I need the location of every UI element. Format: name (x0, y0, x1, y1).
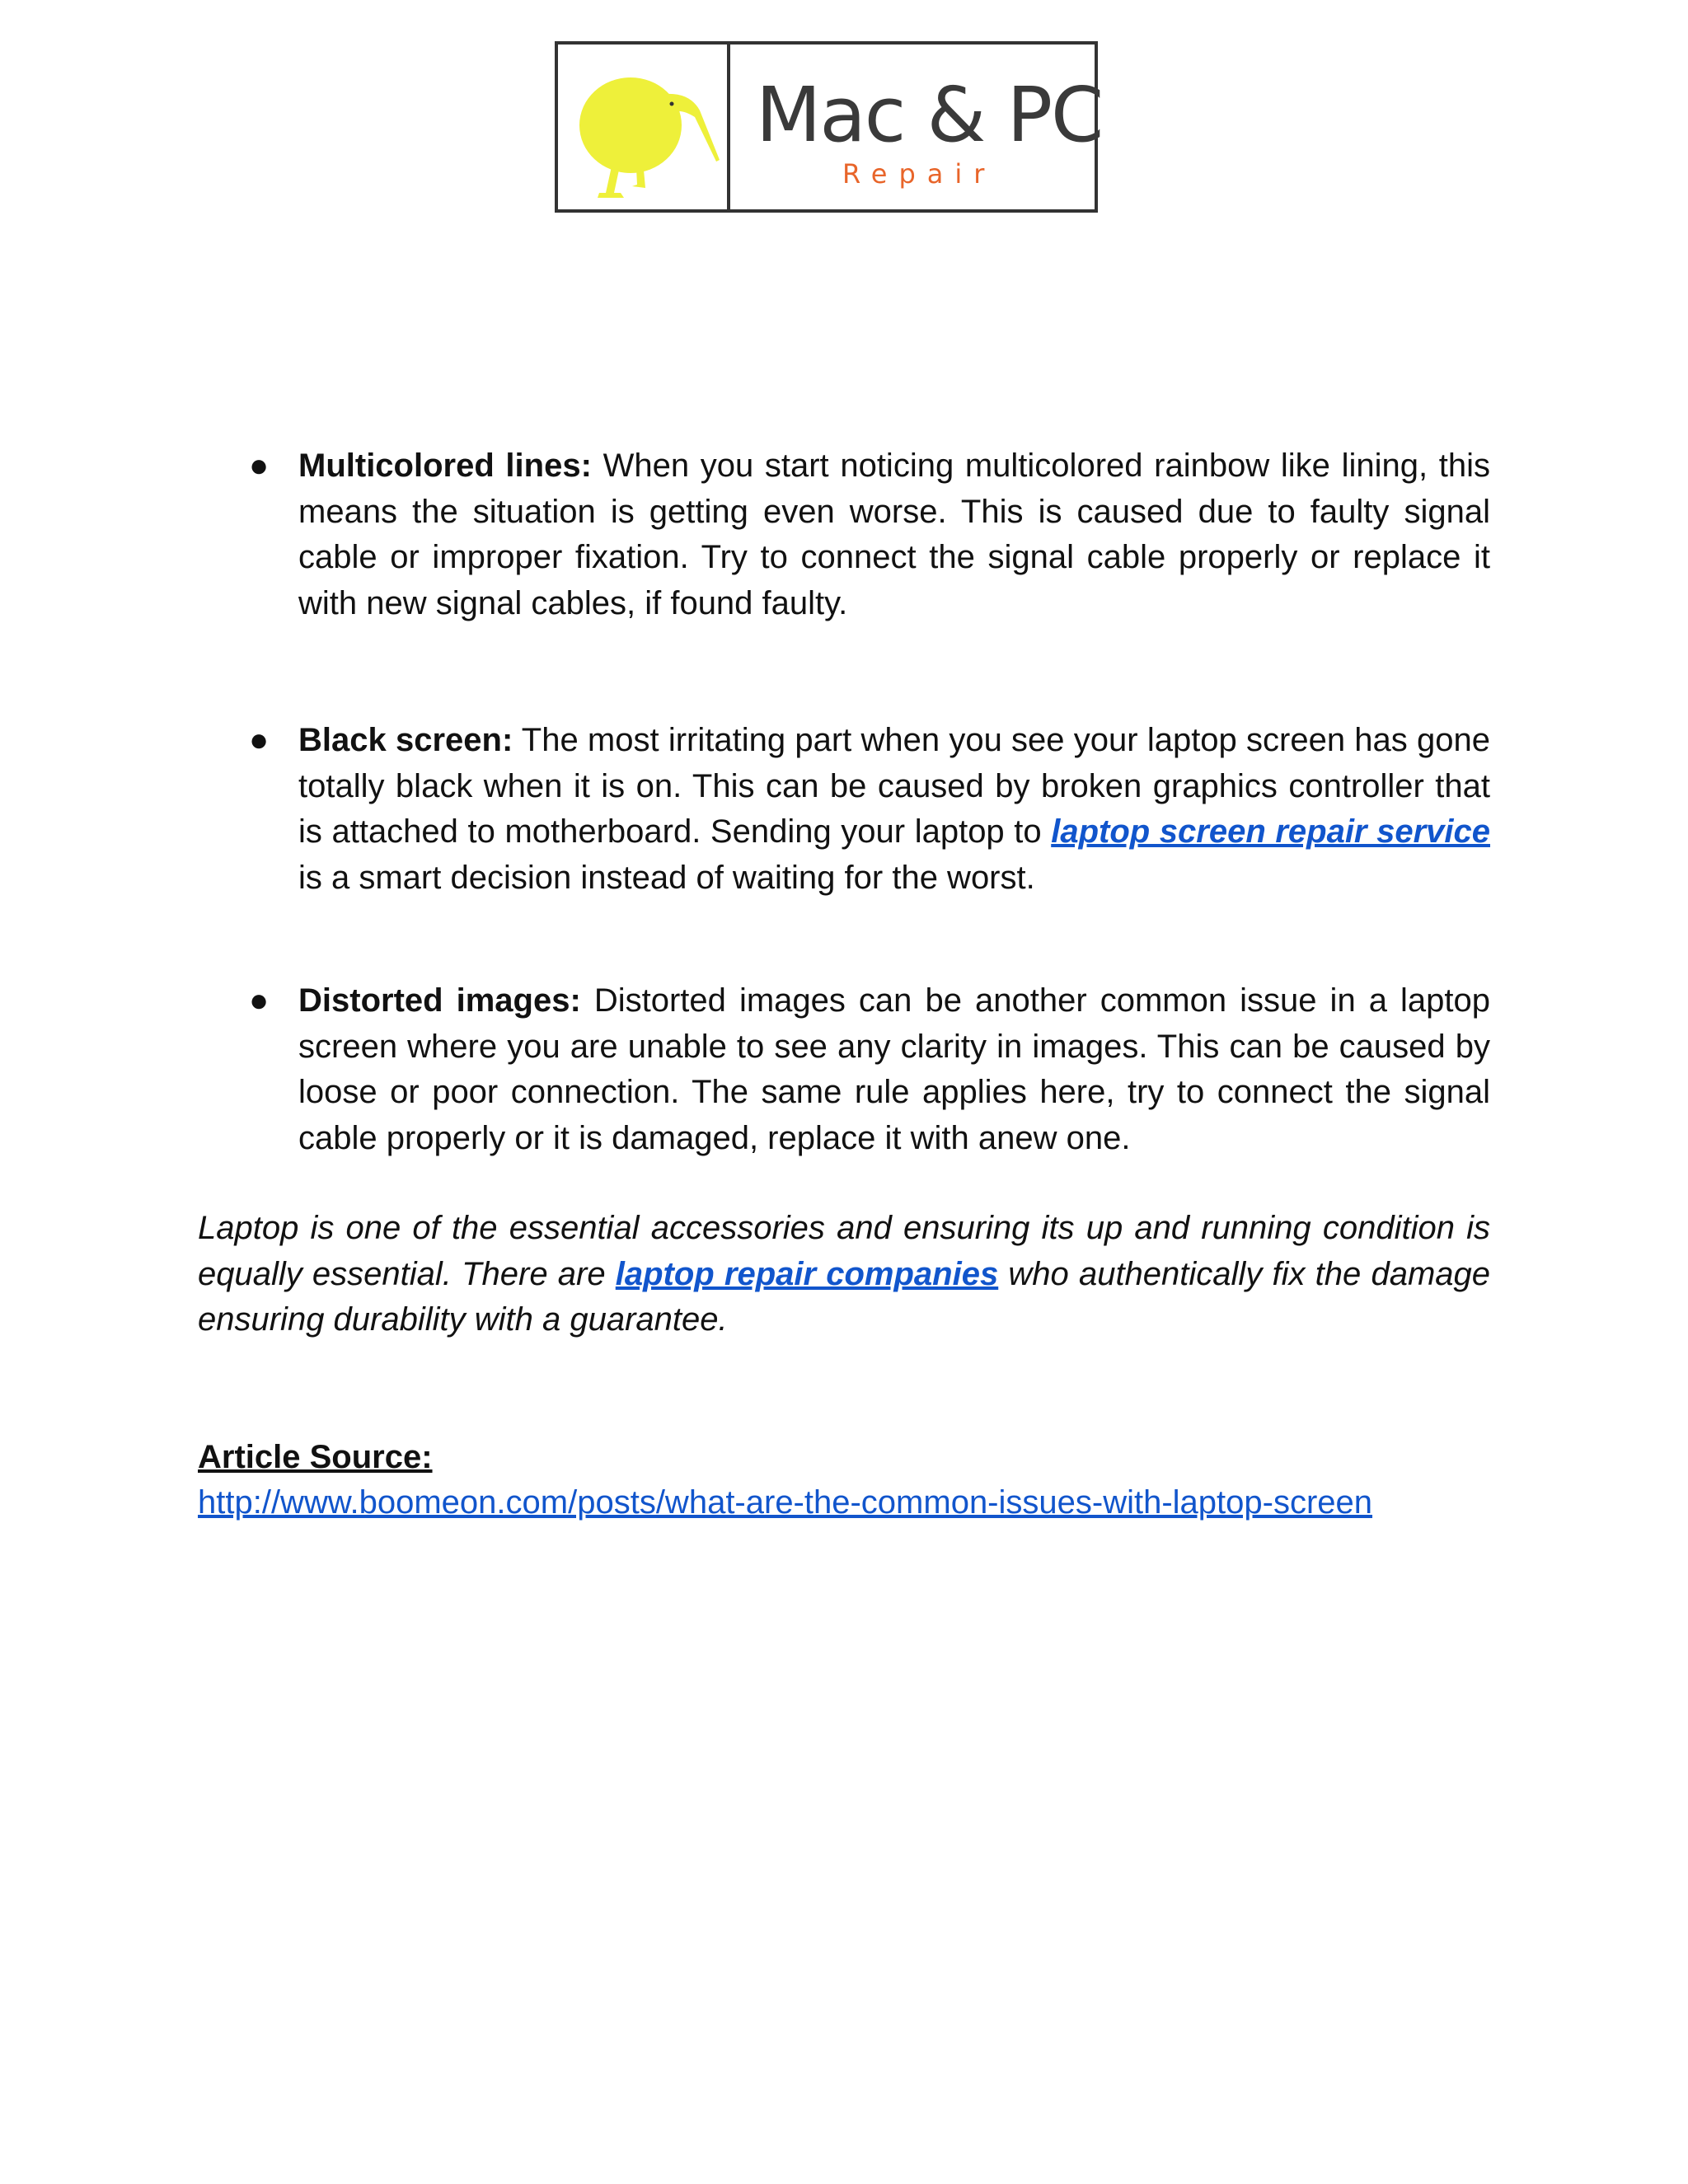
bullet-black-screen (198, 718, 1490, 901)
closing-text: Laptop is one of the essential accessories and ensuring its up and running condition is equally essential. There are (198, 1210, 1490, 1292)
closing-text-after: who authentically fix the damage ensuring durability with a guarantee. (198, 1255, 1490, 1338)
bullet-distorted-images (198, 978, 1490, 1161)
bullet-multicolored-lines (198, 443, 1490, 626)
bullet-term: Black screen: (298, 722, 513, 758)
logo-subtitle: Repair (842, 158, 996, 190)
bullet-text-after: is a smart decision instead of waiting for the worst. (298, 859, 1035, 896)
bullet-text: The most irritating part when you see your laptop screen has gone totally black when it is on. This can be caused by broken graphics controller that is attached to motherboard. Sending your laptop to (298, 722, 1491, 850)
closing-paragraph (198, 1206, 1490, 1343)
article-source-url-line (198, 1480, 1490, 1526)
bullet-text: When you start noticing multicolored rainbow like lining, this means the situation is getting even worse. This is caused due to faulty signal cable or improper fixation. Try to connect the signal cable properly or replace it with new signal cables, if found faulty. (298, 448, 1490, 621)
mac-pc-repair-logo (555, 41, 1103, 213)
laptop-screen-repair-link[interactable]: laptop screen repair service (1051, 813, 1490, 850)
bullet-text: Distorted images can be another common issue in a laptop screen where you are unable to see any clarity in images. This can be caused by loose or poor connection. The same rule applies here, try to connect the signal cable properly or it is damaged, replace it with anew one. (298, 982, 1491, 1156)
bullet-icon: ● (249, 982, 270, 1019)
bullet-icon: ● (249, 722, 270, 758)
logo-title: Mac & PC (756, 71, 1103, 159)
laptop-repair-companies-link[interactable]: laptop repair companies (615, 1255, 999, 1292)
kiwi-bird-icon (566, 61, 723, 201)
article-source-label: Article Source: (198, 1438, 433, 1475)
article-source-link[interactable]: http://www.boomeon.com/posts/what-are-the-common-issues-with-laptop-screen (198, 1484, 1373, 1521)
bullet-term: Multicolored lines: (298, 448, 592, 484)
article-content (198, 443, 1490, 1526)
logo-divider (727, 45, 730, 209)
bullet-icon: ● (249, 448, 270, 484)
bullet-term: Distorted images: (298, 982, 581, 1019)
